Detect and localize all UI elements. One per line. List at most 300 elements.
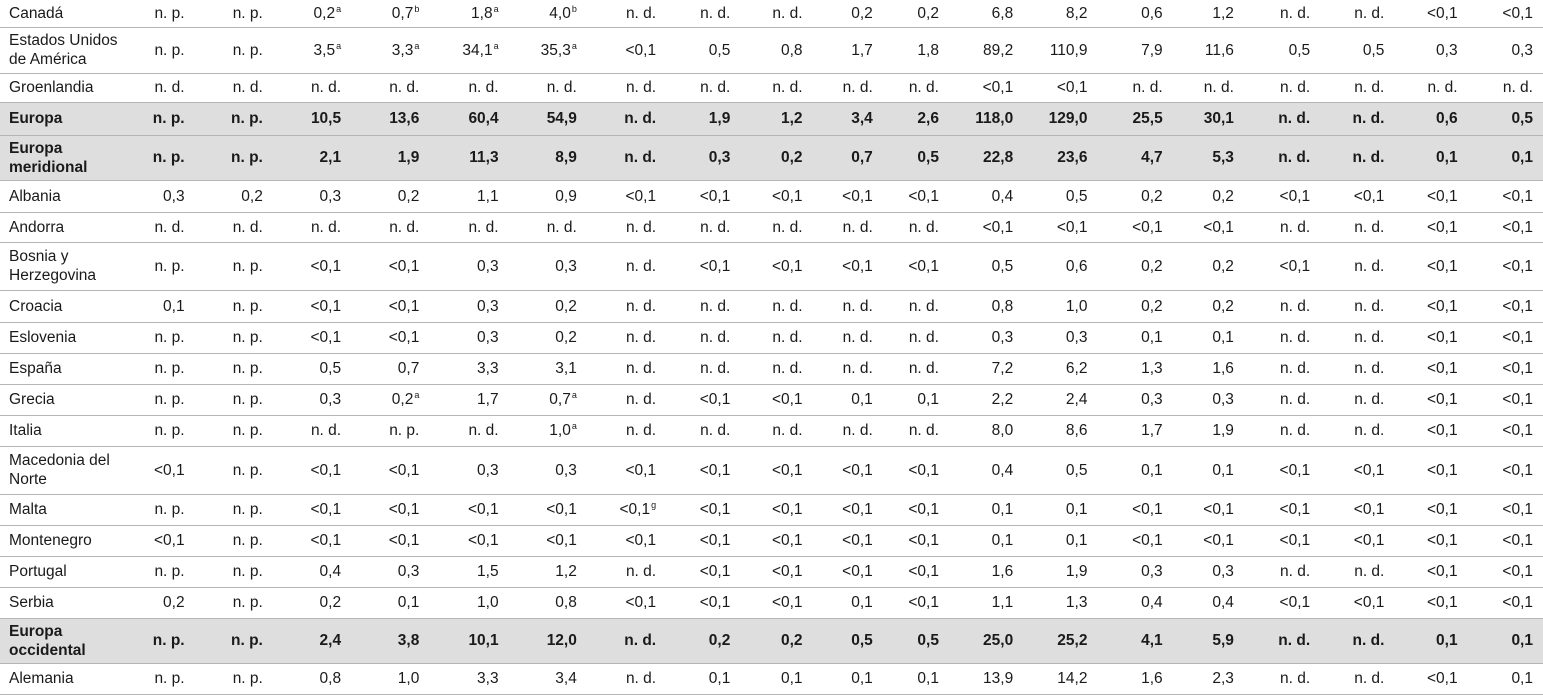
table-row [0, 494, 1543, 525]
table-cell [949, 0, 1023, 27]
table-cell [351, 73, 429, 102]
cell-value: <0,1 [1502, 4, 1533, 22]
table-cell [273, 353, 351, 384]
table-cell [1244, 290, 1320, 322]
table-cell [587, 525, 666, 556]
table-cell [949, 587, 1023, 618]
cell-value: n. p. [154, 391, 185, 408]
table-cell [1468, 0, 1543, 27]
cell-value: 0,3 [991, 329, 1014, 346]
cell-value: <0,1 [1279, 501, 1311, 518]
cell-value: n. d. [908, 360, 939, 377]
table-cell [1320, 102, 1394, 135]
cell-value: 0,8 [555, 594, 577, 611]
table-cell [429, 353, 508, 384]
table-cell [195, 415, 273, 446]
cell-value: 0,7 [549, 391, 571, 408]
row-label: Eslovenia [0, 322, 118, 353]
table-cell [813, 73, 883, 102]
row-label: Alemania [0, 663, 118, 694]
footnote-marker: a [571, 40, 577, 51]
table-cell [351, 618, 429, 663]
table-cell [195, 587, 273, 618]
cell-value: n. d. [1354, 563, 1385, 580]
table-group-row [0, 618, 1543, 663]
cell-value: 1,7 [851, 41, 873, 59]
table-cell [666, 663, 740, 694]
table-cell [118, 353, 194, 384]
table-row [0, 180, 1543, 212]
table-cell [1097, 587, 1172, 618]
table-cell [351, 353, 429, 384]
table-cell [1244, 494, 1320, 525]
table-cell [273, 180, 351, 212]
cell-value: <0,1 [908, 532, 939, 549]
cell-value: n. d. [154, 218, 185, 236]
cell-value: <0,1 [1502, 532, 1533, 549]
cell-value: n. d. [1502, 79, 1533, 96]
table-cell [949, 135, 1023, 180]
table-cell [1394, 525, 1467, 556]
table-cell [509, 618, 587, 663]
cell-value: n. p. [232, 329, 263, 346]
cell-value: <0,1 [1427, 422, 1458, 439]
table-cell [587, 618, 666, 663]
table-cell [1023, 556, 1097, 587]
cell-value: 0,1 [1436, 632, 1458, 649]
table-cell [1394, 446, 1467, 494]
cell-value: <0,1 [1279, 187, 1311, 205]
cell-value: 8,6 [1065, 422, 1088, 439]
table-cell [587, 73, 666, 102]
cell-value: 0,1 [1065, 532, 1088, 549]
table-cell [1023, 27, 1097, 73]
table-cell [1023, 384, 1097, 415]
cell-value: 1,9 [397, 149, 420, 166]
table-cell [1023, 212, 1097, 242]
table-cell [118, 663, 194, 694]
row-label: Europa meridional [0, 135, 118, 180]
table-cell [1023, 494, 1097, 525]
cell-value: 11,6 [1204, 41, 1234, 59]
table-cell [273, 446, 351, 494]
table-cell [1394, 0, 1467, 27]
cell-value: 0,1 [1511, 149, 1533, 166]
cell-value: 0,2 [1212, 257, 1234, 275]
cell-value: <0,1 [310, 461, 342, 479]
table-group-row [0, 102, 1543, 135]
table-cell [195, 242, 273, 290]
table-cell [1320, 27, 1394, 73]
table-cell [1244, 618, 1320, 663]
cell-value: n. d. [1279, 4, 1311, 22]
table-cell [509, 446, 587, 494]
cell-value: <0,1 [310, 329, 342, 346]
cell-value: n. d. [772, 79, 803, 96]
table-cell [1097, 102, 1172, 135]
table-cell [949, 102, 1023, 135]
cell-value: n. d. [772, 218, 803, 236]
table-cell [429, 384, 508, 415]
cell-value: <0,1 [1353, 532, 1385, 549]
table-row [0, 353, 1543, 384]
table-cell [1244, 587, 1320, 618]
table-row [0, 290, 1543, 322]
table-cell [351, 0, 429, 27]
table-cell [1097, 353, 1172, 384]
cell-value: 13,6 [389, 110, 420, 127]
cell-value: 0,2 [313, 4, 336, 22]
cell-value: <0,1 [468, 532, 499, 549]
table-row [0, 73, 1543, 102]
cell-value: 0,2 [397, 187, 420, 205]
table-row [0, 556, 1543, 587]
table-cell [273, 212, 351, 242]
table-cell [1394, 212, 1467, 242]
table-cell [949, 384, 1023, 415]
table-cell [1023, 135, 1097, 180]
cell-value: 0,3 [477, 297, 499, 315]
table-cell [509, 525, 587, 556]
cell-value: <0,1 [1502, 257, 1533, 275]
table-group-row [0, 135, 1543, 180]
table-cell [740, 212, 812, 242]
table-cell [273, 494, 351, 525]
table-cell [1468, 212, 1543, 242]
cell-value: 0,4 [1141, 594, 1163, 611]
table-cell [351, 415, 429, 446]
table-cell [1097, 0, 1172, 27]
row-label: Estados Unidos de América [0, 27, 118, 73]
cell-value: 0,3 [555, 461, 577, 479]
cell-value: n. d. [842, 218, 873, 236]
table-cell [587, 102, 666, 135]
table-cell [509, 587, 587, 618]
table-cell [1023, 663, 1097, 694]
table-cell [1097, 618, 1172, 663]
table-cell [1173, 587, 1244, 618]
table-cell [1173, 322, 1244, 353]
table-cell [118, 290, 194, 322]
table-cell [1023, 242, 1097, 290]
cell-value: n. d. [468, 79, 499, 96]
cell-value: n. d. [1279, 391, 1311, 408]
table-cell [1023, 446, 1097, 494]
table-cell [509, 494, 587, 525]
cell-value: n. p. [152, 632, 185, 649]
table-cell [509, 290, 587, 322]
table-cell [351, 556, 429, 587]
table-row [0, 587, 1543, 618]
cell-value: 0,2 [1141, 297, 1163, 315]
cell-value: 8,9 [555, 149, 577, 166]
table-row [0, 384, 1543, 415]
cell-value: n. d. [468, 422, 499, 439]
cell-value: 0,1 [1511, 632, 1533, 649]
footnote-marker: a [493, 40, 499, 51]
cell-value: <0,1 [1427, 257, 1458, 275]
cell-value: <0,1 [388, 501, 420, 518]
table-cell [273, 27, 351, 73]
table-cell [813, 102, 883, 135]
cell-value: <0,1 [908, 461, 939, 479]
cell-value: 118,0 [975, 110, 1014, 127]
cell-value: 0,3 [397, 563, 420, 580]
cell-value: <0,1 [388, 257, 420, 275]
footnote-marker: g [651, 500, 657, 510]
table-cell [813, 618, 883, 663]
table-cell [351, 322, 429, 353]
cell-value: n. d. [232, 79, 263, 96]
cell-value: <0,1 [699, 501, 731, 518]
cell-value: n. d. [700, 218, 731, 236]
table-cell [949, 663, 1023, 694]
row-label: Serbia [0, 587, 118, 618]
table-cell [509, 663, 587, 694]
cell-value: n. d. [389, 79, 420, 96]
cell-value: n. p. [232, 422, 263, 439]
cell-value: n. p. [154, 563, 185, 580]
table-cell [666, 446, 740, 494]
table-cell [429, 290, 508, 322]
table-cell [1023, 0, 1097, 27]
cell-value: <0,1 [1502, 501, 1533, 518]
table-cell [587, 446, 666, 494]
table-cell [813, 663, 883, 694]
cell-value: 3,4 [851, 110, 873, 127]
table-cell [1320, 0, 1394, 27]
table-cell [1097, 180, 1172, 212]
table-cell [273, 290, 351, 322]
table-cell [1097, 212, 1172, 242]
table-cell [1394, 587, 1467, 618]
table-cell [351, 663, 429, 694]
cell-value: 1,9 [1065, 563, 1088, 580]
table-cell [740, 556, 812, 587]
table-cell [883, 212, 949, 242]
cell-value: <0,1 [1427, 594, 1458, 611]
cell-value: n. d. [908, 218, 939, 236]
cell-value: 1,2 [1212, 4, 1234, 22]
cell-value: 11,3 [469, 149, 499, 166]
cell-value: n. p. [154, 4, 185, 22]
table-cell [1394, 663, 1467, 694]
cell-value: <0,1 [1427, 4, 1458, 22]
table-cell [813, 494, 883, 525]
cell-value: <0,1 [771, 594, 803, 611]
cell-value: n. d. [842, 297, 873, 315]
cell-value: 0,3 [163, 187, 185, 205]
cell-value: n. d. [310, 218, 342, 236]
table-cell [666, 73, 740, 102]
table-cell [1244, 242, 1320, 290]
table-cell [429, 663, 508, 694]
cell-value: <0,1 [625, 461, 657, 479]
cell-value: n. d. [1354, 4, 1385, 22]
row-label: Grecia [0, 384, 118, 415]
table-cell [883, 180, 949, 212]
table-row [0, 27, 1543, 73]
cell-value: 2,1 [319, 149, 342, 166]
cell-value: n. d. [1279, 218, 1311, 236]
cell-value: 0,2 [781, 632, 803, 649]
table-cell [740, 663, 812, 694]
cell-value: n. d. [154, 79, 185, 96]
cell-value: n. d. [1279, 422, 1311, 439]
cell-value: <0,1 [388, 329, 420, 346]
cell-value: 1,5 [477, 563, 499, 580]
table-cell [273, 618, 351, 663]
cell-value: 3,1 [555, 360, 577, 377]
cell-value: <0,1 [1279, 257, 1311, 275]
cell-value: <0,1 [1502, 329, 1533, 346]
cell-value: 0,5 [1288, 41, 1311, 59]
cell-value: 0,2 [851, 4, 873, 22]
footnote-marker: a [414, 40, 420, 51]
cell-value: 60,4 [468, 110, 499, 127]
cell-value: n. d. [389, 218, 420, 236]
table-cell [195, 27, 273, 73]
cell-value: 4,0 [549, 4, 571, 22]
cell-value: 12,0 [546, 632, 577, 649]
table-cell [429, 242, 508, 290]
table-cell [666, 525, 740, 556]
table-cell [1173, 290, 1244, 322]
cell-value: <0,1 [982, 218, 1014, 236]
cell-value: 0,5 [1065, 187, 1088, 205]
table-cell [883, 415, 949, 446]
cell-value: <0,1 [154, 532, 185, 549]
cell-value: <0,1 [699, 391, 731, 408]
footnote-marker: b [571, 3, 577, 14]
table-cell [1468, 102, 1543, 135]
cell-value: 10,5 [310, 110, 342, 127]
cell-value: 0,3 [1511, 41, 1533, 59]
table-cell [883, 322, 949, 353]
table-cell [1320, 663, 1394, 694]
cell-value: 1,3 [1065, 594, 1088, 611]
table-cell [1320, 446, 1394, 494]
table-cell [1244, 102, 1320, 135]
cell-value: n. p. [231, 110, 263, 127]
cell-value: n. p. [232, 532, 263, 549]
cell-value: 0,6 [1436, 110, 1458, 127]
table-cell [1244, 663, 1320, 694]
cell-value: 129,0 [1048, 110, 1088, 127]
table-cell [587, 556, 666, 587]
table-cell [429, 135, 508, 180]
table-cell [1468, 135, 1543, 180]
cell-value: n. d. [625, 257, 657, 275]
row-label: España [0, 353, 118, 384]
table-cell [883, 587, 949, 618]
table-cell [195, 525, 273, 556]
cell-value: 0,1 [1212, 329, 1234, 346]
table-cell [1244, 353, 1320, 384]
table-cell [666, 494, 740, 525]
cell-value: 0,5 [708, 41, 731, 59]
cell-value: n. d. [700, 329, 731, 346]
cell-value: 0,2 [163, 594, 185, 611]
table-cell [587, 415, 666, 446]
table-cell [883, 384, 949, 415]
cell-value: 0,3 [477, 461, 499, 479]
table-cell [1173, 73, 1244, 102]
cell-value: 0,8 [991, 297, 1014, 315]
table-cell [429, 212, 508, 242]
cell-value: n. p. [389, 422, 420, 439]
table-cell [1244, 384, 1320, 415]
table-cell [195, 102, 273, 135]
table-cell [1320, 242, 1394, 290]
cell-value: 25,5 [1132, 110, 1163, 127]
table-cell [429, 494, 508, 525]
cell-value: 0,2 [917, 4, 939, 22]
cell-value: n. d. [842, 79, 873, 96]
cell-value: 3,3 [391, 41, 414, 59]
cell-value: 13,9 [983, 670, 1014, 687]
table-cell [118, 587, 194, 618]
cell-value: 0,2 [708, 632, 731, 649]
table-cell [1320, 290, 1394, 322]
cell-value: <0,1 [388, 461, 420, 479]
cell-value: 8,2 [1065, 4, 1088, 22]
cell-value: <0,1 [842, 501, 873, 518]
cell-value: <0,1 [1279, 594, 1311, 611]
table-cell [666, 102, 740, 135]
cell-value: <0,1 [1203, 532, 1234, 549]
cell-value: n. d. [1354, 329, 1385, 346]
table-cell [1468, 556, 1543, 587]
table-row [0, 242, 1543, 290]
cell-value: 0,3 [555, 257, 577, 275]
cell-value: 0,3 [1065, 329, 1088, 346]
cell-value: 1,3 [1141, 360, 1163, 377]
row-label: Croacia [0, 290, 118, 322]
table-cell [949, 242, 1023, 290]
cell-value: n. d. [1354, 422, 1385, 439]
cell-value: 4,7 [1141, 149, 1163, 166]
cell-value: 1,8 [471, 4, 493, 22]
cell-value: <0,1 [908, 187, 939, 205]
cell-value: <0,1 [771, 563, 803, 580]
table-cell [1394, 102, 1467, 135]
footnote-marker: b [414, 3, 420, 14]
cell-value: 0,5 [1362, 41, 1385, 59]
table-cell [1244, 415, 1320, 446]
table-cell [1320, 322, 1394, 353]
table-cell [1394, 353, 1467, 384]
cell-value: 0,4 [1212, 594, 1234, 611]
cell-value: 0,6 [1065, 257, 1088, 275]
table-cell [813, 353, 883, 384]
table-cell [813, 525, 883, 556]
cell-value: n. p. [232, 594, 263, 611]
table-cell [1468, 587, 1543, 618]
table-cell [1097, 525, 1172, 556]
table-cell [509, 384, 587, 415]
table-cell [740, 242, 812, 290]
table-cell [666, 212, 740, 242]
cell-value: 0,1 [1141, 329, 1163, 346]
cell-value: 0,7 [851, 149, 873, 166]
table-cell [1468, 663, 1543, 694]
row-label: Italia [0, 415, 118, 446]
table-cell [1097, 415, 1172, 446]
table-cell [883, 446, 949, 494]
table-cell [195, 0, 273, 27]
cell-value: 2,3 [1212, 670, 1234, 687]
